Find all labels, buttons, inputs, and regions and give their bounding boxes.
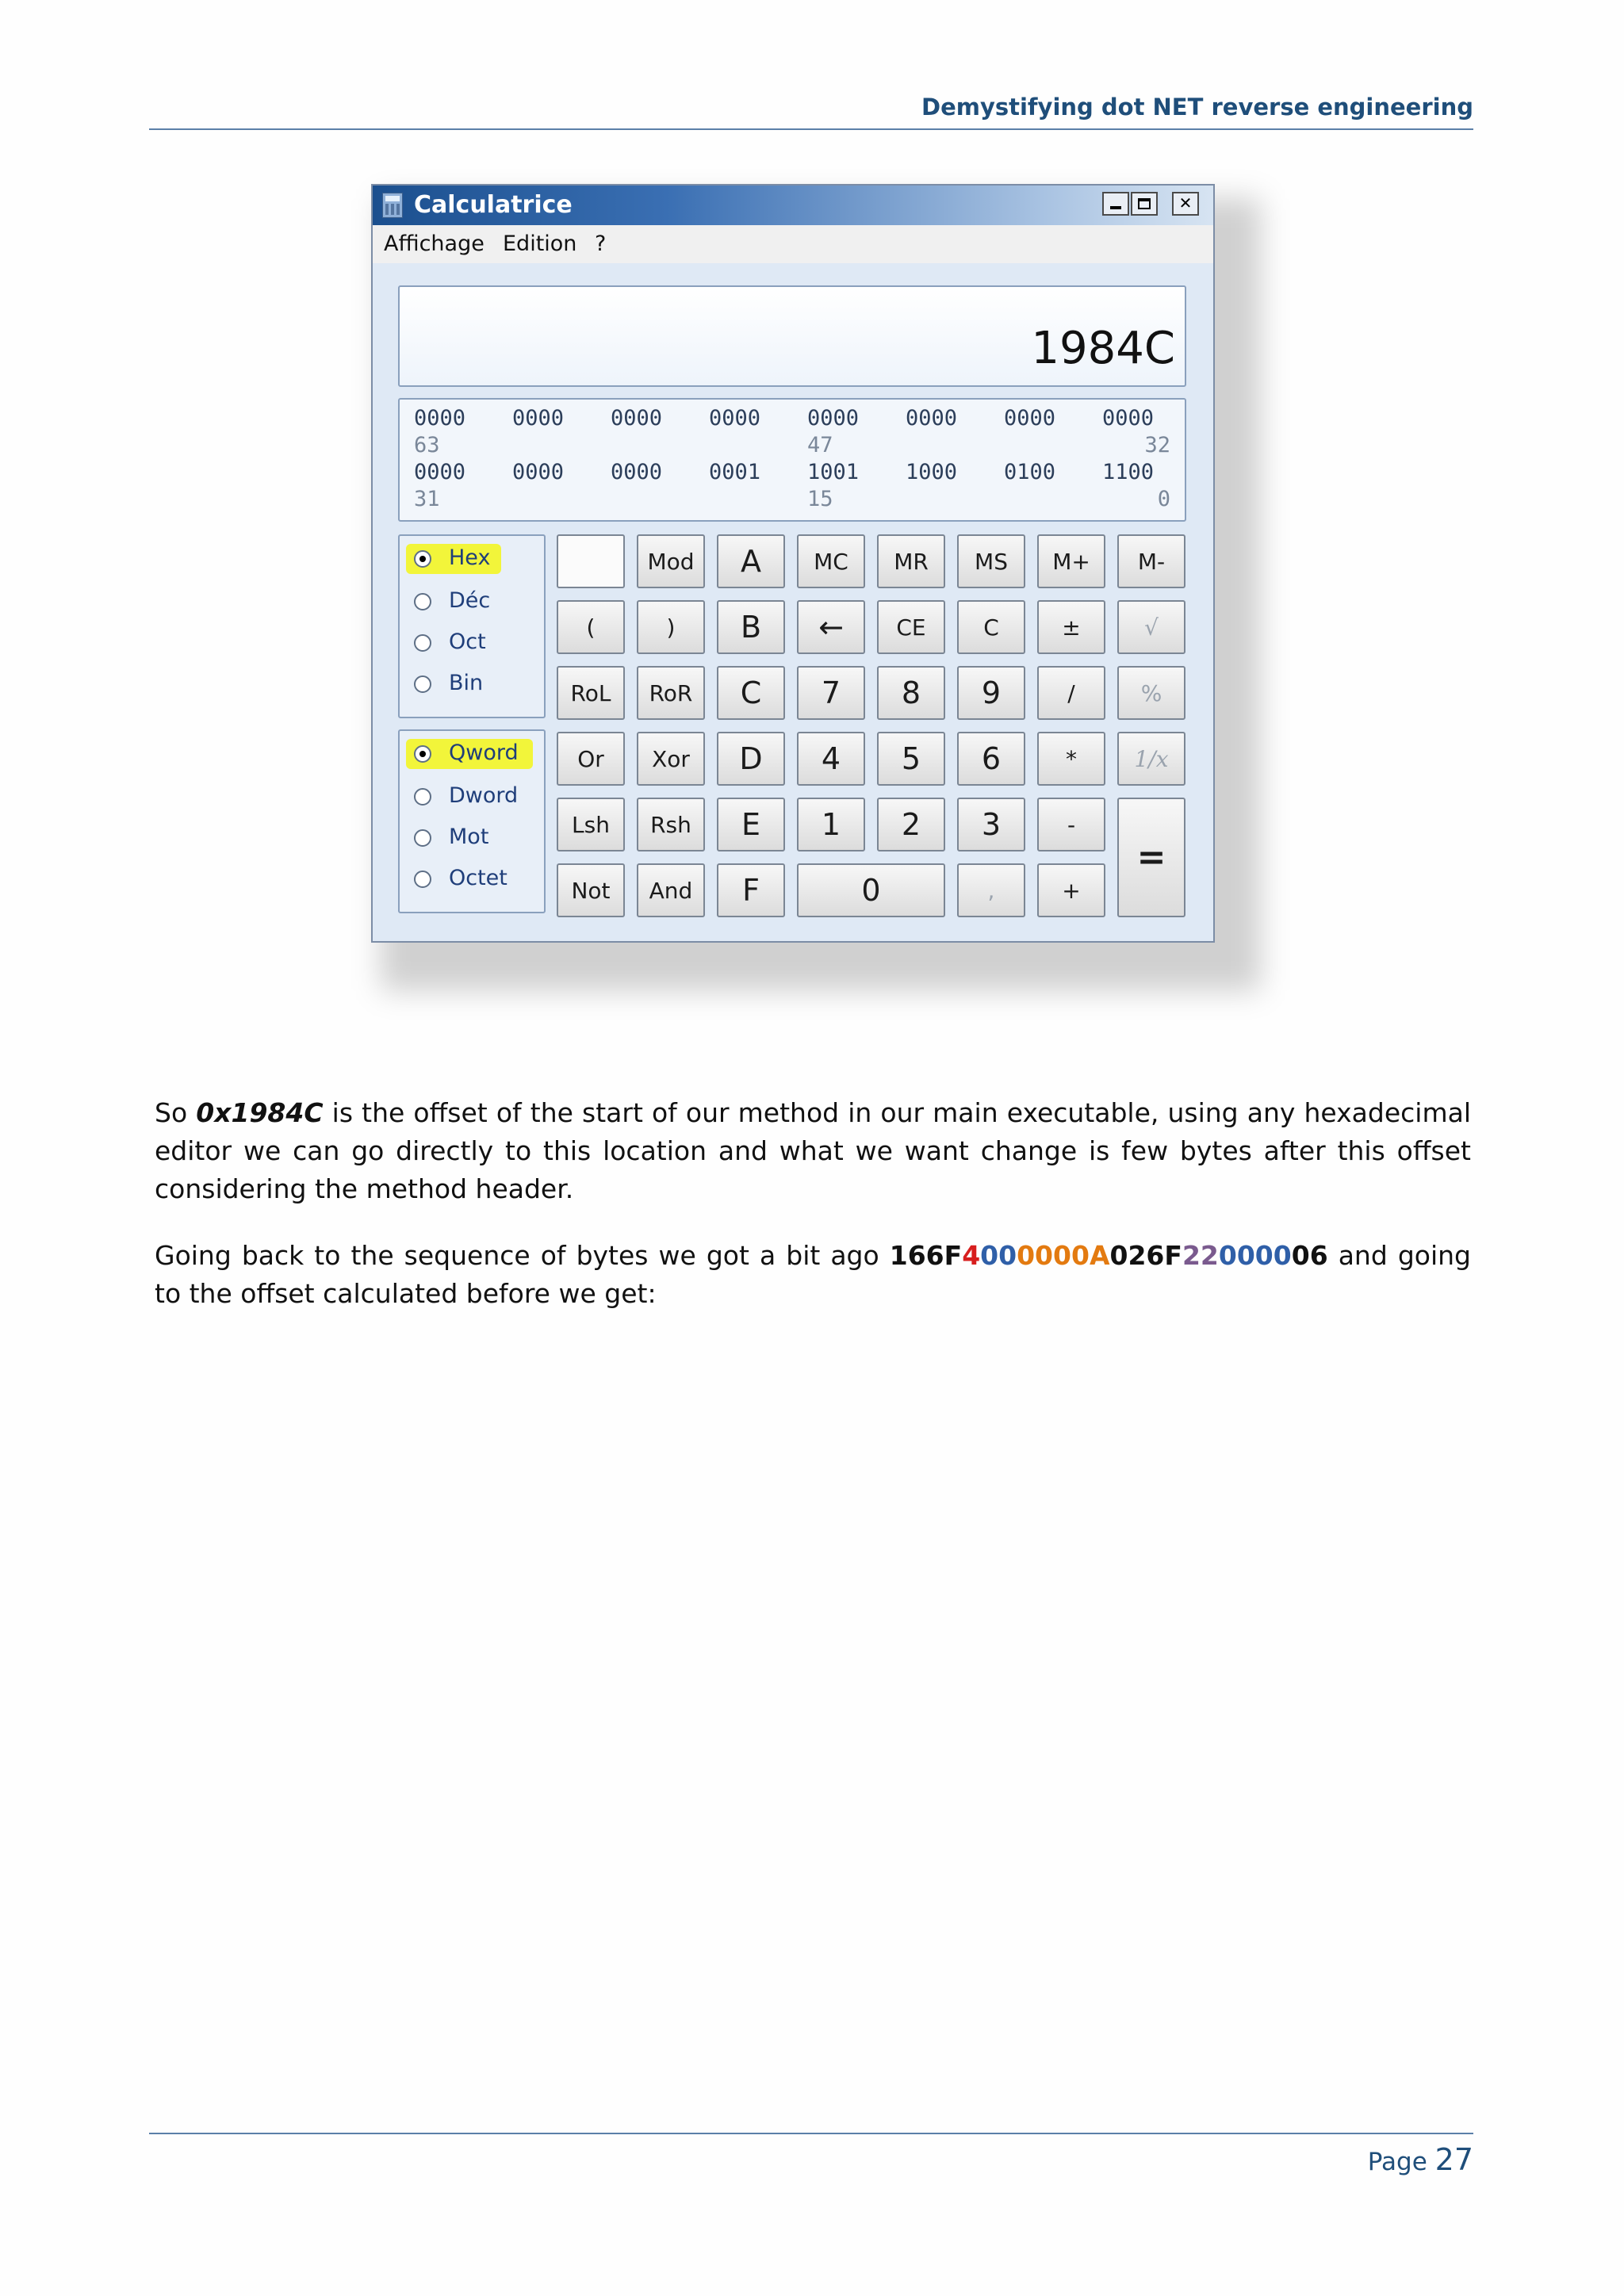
- byte-chunk: 0000: [1218, 1240, 1292, 1271]
- radio-qword[interactable]: Qword: [406, 739, 533, 769]
- bit-label: 47: [807, 433, 833, 457]
- radio-button-icon: [414, 871, 431, 888]
- menu-affichage[interactable]: Affichage: [384, 232, 485, 256]
- key-c[interactable]: C: [957, 600, 1025, 654]
- byte-sequence: [890, 1240, 1328, 1271]
- key-ror[interactable]: RoR: [637, 666, 705, 720]
- key-7[interactable]: 7: [797, 666, 865, 720]
- key-multiply[interactable]: *: [1037, 732, 1105, 786]
- bit-group: 1000: [906, 460, 958, 484]
- key-4[interactable]: 4: [797, 732, 865, 786]
- blank-key: [557, 534, 625, 588]
- backspace-icon[interactable]: ←: [797, 600, 865, 654]
- key-or[interactable]: Or: [557, 732, 625, 786]
- title-bar[interactable]: [373, 186, 1213, 225]
- key-equals[interactable]: =: [1117, 798, 1185, 917]
- radio-button-icon: [414, 593, 431, 610]
- key-a[interactable]: A: [717, 534, 785, 588]
- key-m-plus[interactable]: M+: [1037, 534, 1105, 588]
- key-mc[interactable]: MC: [797, 534, 865, 588]
- bit-group: 0000: [512, 406, 565, 430]
- bit-group: 0000: [906, 406, 958, 430]
- display: [398, 285, 1186, 387]
- bit-label: 32: [1144, 433, 1170, 457]
- bit-group: 0000: [807, 406, 860, 430]
- byte-chunk: 0A: [1071, 1240, 1110, 1271]
- byte-chunk: 166F: [889, 1240, 963, 1271]
- key-reciprocal[interactable]: 1/x: [1117, 732, 1185, 786]
- bit-group: 0000: [512, 460, 565, 484]
- key-add[interactable]: +: [1037, 863, 1105, 917]
- display-value: 1984C: [1031, 323, 1175, 374]
- radio-button-icon: [414, 745, 431, 763]
- page-footer: [149, 2133, 1473, 2177]
- radio-button-icon: [414, 675, 431, 693]
- byte-chunk: 4: [962, 1240, 981, 1271]
- size-radio-group: Qword Dword Mot Octet: [398, 729, 546, 913]
- radio-button-icon: [414, 634, 431, 652]
- page-header: [149, 94, 1473, 130]
- key-decimal[interactable]: ,: [957, 863, 1025, 917]
- key-xor[interactable]: Xor: [637, 732, 705, 786]
- key-not[interactable]: Not: [557, 863, 625, 917]
- byte-chunk: 22: [1182, 1240, 1219, 1271]
- radio-hex[interactable]: Hex: [406, 544, 501, 574]
- bit-label: 15: [807, 487, 833, 511]
- key-0[interactable]: 0: [797, 863, 945, 917]
- close-button[interactable]: ✕: [1172, 192, 1199, 216]
- maximize-button[interactable]: [1131, 192, 1158, 216]
- radio-button-icon: [414, 550, 431, 568]
- key-8[interactable]: 8: [877, 666, 945, 720]
- bit-group: 1100: [1102, 460, 1155, 484]
- minimize-button[interactable]: [1102, 192, 1129, 216]
- key-3[interactable]: 3: [957, 798, 1025, 851]
- paragraph-bytes: Going back to the sequence of bytes we got a bit ago 166F4000000A026F22000006 and going to the offset calculated before we get:: [155, 1240, 1472, 1309]
- calculator-window: [371, 184, 1215, 943]
- key-rol[interactable]: RoL: [557, 666, 625, 720]
- key-subtract[interactable]: -: [1037, 798, 1105, 851]
- menu-help[interactable]: ?: [595, 232, 607, 256]
- byte-chunk: 000: [1017, 1240, 1071, 1271]
- key-5[interactable]: 5: [877, 732, 945, 786]
- key-and[interactable]: And: [637, 863, 705, 917]
- bit-group: 0000: [709, 406, 761, 430]
- bit-label: 0: [1157, 487, 1170, 511]
- radio-button-icon: [414, 829, 431, 847]
- key-d[interactable]: D: [717, 732, 785, 786]
- window-title: Calculatrice: [414, 191, 573, 219]
- key-6[interactable]: 6: [957, 732, 1025, 786]
- key-open-paren[interactable]: (: [557, 600, 625, 654]
- bit-group: 0000: [611, 460, 663, 484]
- key-sqrt[interactable]: √: [1117, 600, 1185, 654]
- bit-group: 0001: [709, 460, 761, 484]
- key-e[interactable]: E: [717, 798, 785, 851]
- base-radio-group: Hex Déc Oct Bin: [398, 534, 546, 718]
- bit-group: 0100: [1004, 460, 1056, 484]
- key-mod[interactable]: Mod: [637, 534, 705, 588]
- key-m-minus[interactable]: M-: [1117, 534, 1185, 588]
- key-1[interactable]: 1: [797, 798, 865, 851]
- key-percent[interactable]: %: [1117, 666, 1185, 720]
- offset-value: 0x1984C: [196, 1097, 324, 1128]
- bit-label: 31: [414, 487, 440, 511]
- bit-display: [398, 398, 1186, 522]
- key-plus-minus[interactable]: ±: [1037, 600, 1105, 654]
- key-lsh[interactable]: Lsh: [557, 798, 625, 851]
- key-b[interactable]: B: [717, 600, 785, 654]
- key-rsh[interactable]: Rsh: [637, 798, 705, 851]
- key-close-paren[interactable]: ): [637, 600, 705, 654]
- bit-group: 1001: [807, 460, 860, 484]
- key-9[interactable]: 9: [957, 666, 1025, 720]
- calculator-icon: [382, 193, 403, 218]
- key-divide[interactable]: /: [1037, 666, 1105, 720]
- key-f[interactable]: F: [717, 863, 785, 917]
- bit-group: 0000: [1004, 406, 1056, 430]
- key-mr[interactable]: MR: [877, 534, 945, 588]
- menu-bar: [373, 225, 1213, 263]
- key-hex-c[interactable]: C: [717, 666, 785, 720]
- bit-group: 0000: [611, 406, 663, 430]
- paragraph-offset: So 0x1984C is the offset of the start of our method in our main executable, using any hexadecimal editor we can go directly to this location and what we want change is few bytes after this offset considering the method header.: [155, 1097, 1471, 1204]
- bit-group: 0000: [1102, 406, 1155, 430]
- page-number: Page 27: [1367, 2142, 1473, 2177]
- byte-chunk: 00: [980, 1240, 1017, 1271]
- byte-chunk: 026F: [1109, 1240, 1182, 1271]
- key-ms[interactable]: MS: [957, 534, 1025, 588]
- bit-group: 0000: [414, 460, 466, 484]
- key-2[interactable]: 2: [877, 798, 945, 851]
- document-title: Demystifying dot NET reverse engineering: [921, 94, 1473, 121]
- radio-button-icon: [414, 788, 431, 806]
- bit-group: 0000: [414, 406, 466, 430]
- menu-edition[interactable]: Edition: [503, 232, 577, 256]
- byte-chunk: 06: [1291, 1240, 1328, 1271]
- key-ce[interactable]: CE: [877, 600, 945, 654]
- bit-label: 63: [414, 433, 440, 457]
